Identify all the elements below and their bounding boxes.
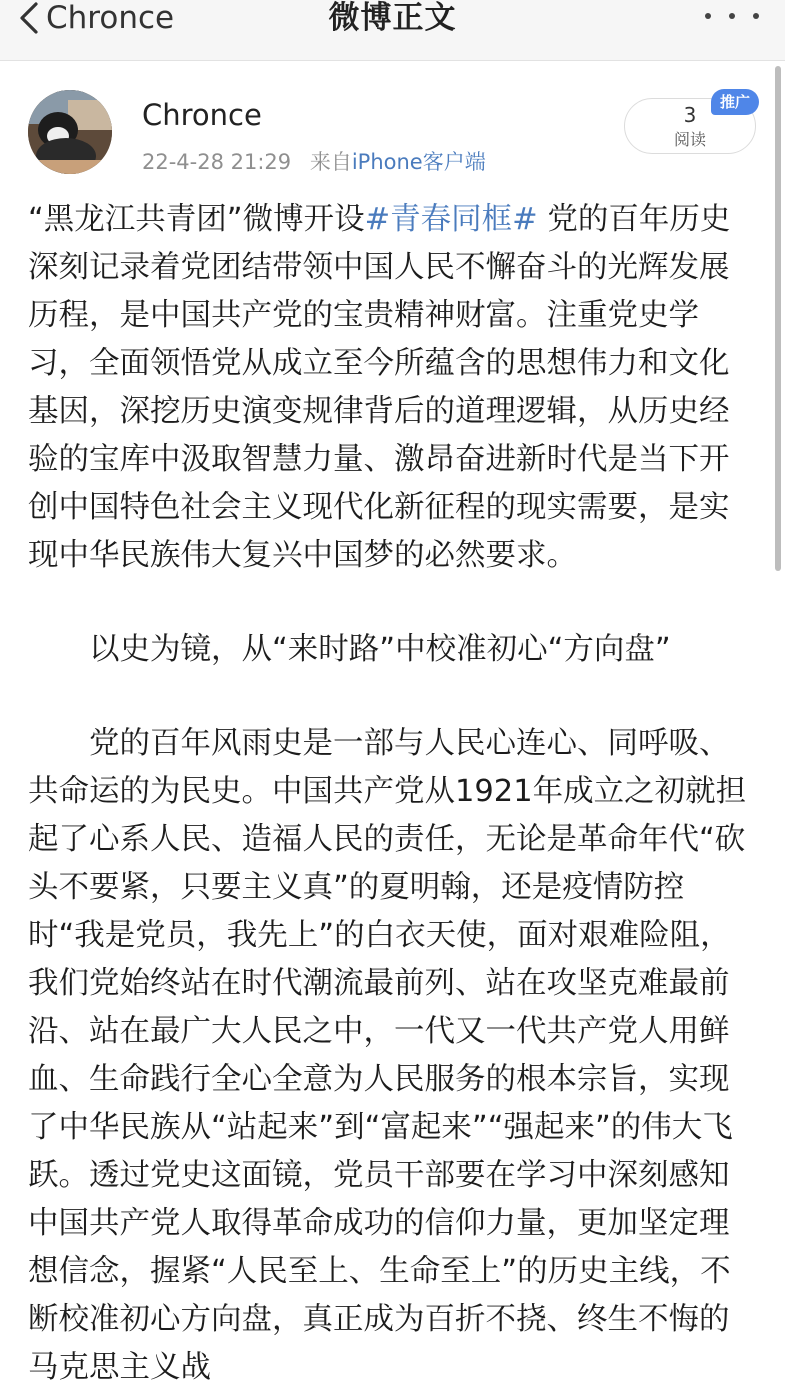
read-count: 3 xyxy=(683,103,697,127)
avatar-image xyxy=(28,90,112,174)
source-client[interactable]: iPhone客户端 xyxy=(351,150,486,174)
read-label: 阅读 xyxy=(673,130,706,149)
top-nav-bar xyxy=(0,0,785,61)
intro-text: “黑龙江共青团”微博开设 xyxy=(28,202,365,237)
intro-text-cont: 党的百年历史深刻记录着党团结带领中国人民不懈奋斗的光辉发展历程，是中国共产党的宝贵精神财富。注重党史学习，全面领悟党从成立至今所蕴含的思想伟力和文化基因，深挖历史演变规律背后的道理逻辑，从历史经验的宝库中汲取智慧力量、激昂奋进新时代是当下开创中国特色社会主义现代化新征程的现实需要，是实现中华民族伟大复兴中国梦的必然要求。 xyxy=(28,202,731,573)
timestamp: 22-4-28 21:29 xyxy=(142,150,292,174)
topic-link[interactable]: #青春同框# xyxy=(364,202,538,237)
source-prefix: 来自 xyxy=(309,150,352,174)
promote-badge[interactable]: 推广 xyxy=(711,89,759,115)
more-dots-icon xyxy=(705,13,711,19)
scrollbar[interactable] xyxy=(775,66,781,571)
post-paragraph: 党的百年风雨史是一部与人民心连心、同呼吸、共命运的为民史。中国共产党从1921年成立之初就担起了心系人民、造福人民的责任，无论是革命年代“砍头不要紧，只要主义真”的夏明翰，还是疫情防控时“我是党员，我先上”的白衣天使，面对艰难险阻，我们党始终站在时代潮流最前列、站在攻坚克难最前沿、站在最广大人民之中，一代又一代共产党人用鲜血、生命践行全心全意为人民服务的根本宗旨，实现了中华民族从“站起来”到“富起来”“强起来”的伟大飞跃。透过党史这面镜，党员干部要在学习中深刻感知中国共产党人取得革命成功的信仰力量，更加坚定理想信念，握紧“人民至上、生命至上”的历史主线，不断校准初心方向盘，真正成为百折不挠、终生不悔的马克思主义战 xyxy=(28,726,747,1385)
section-heading: 以史为镜，从“来时路”中校准初心“方向盘” xyxy=(89,632,671,667)
more-button[interactable] xyxy=(705,6,759,26)
username[interactable]: Chronce xyxy=(142,98,262,132)
avatar[interactable] xyxy=(28,90,112,174)
back-label: Chronce xyxy=(46,0,175,36)
post-body xyxy=(28,196,756,1392)
page-title: 微博正文 xyxy=(328,0,457,36)
post-meta xyxy=(142,146,486,176)
post-intro xyxy=(28,196,756,580)
